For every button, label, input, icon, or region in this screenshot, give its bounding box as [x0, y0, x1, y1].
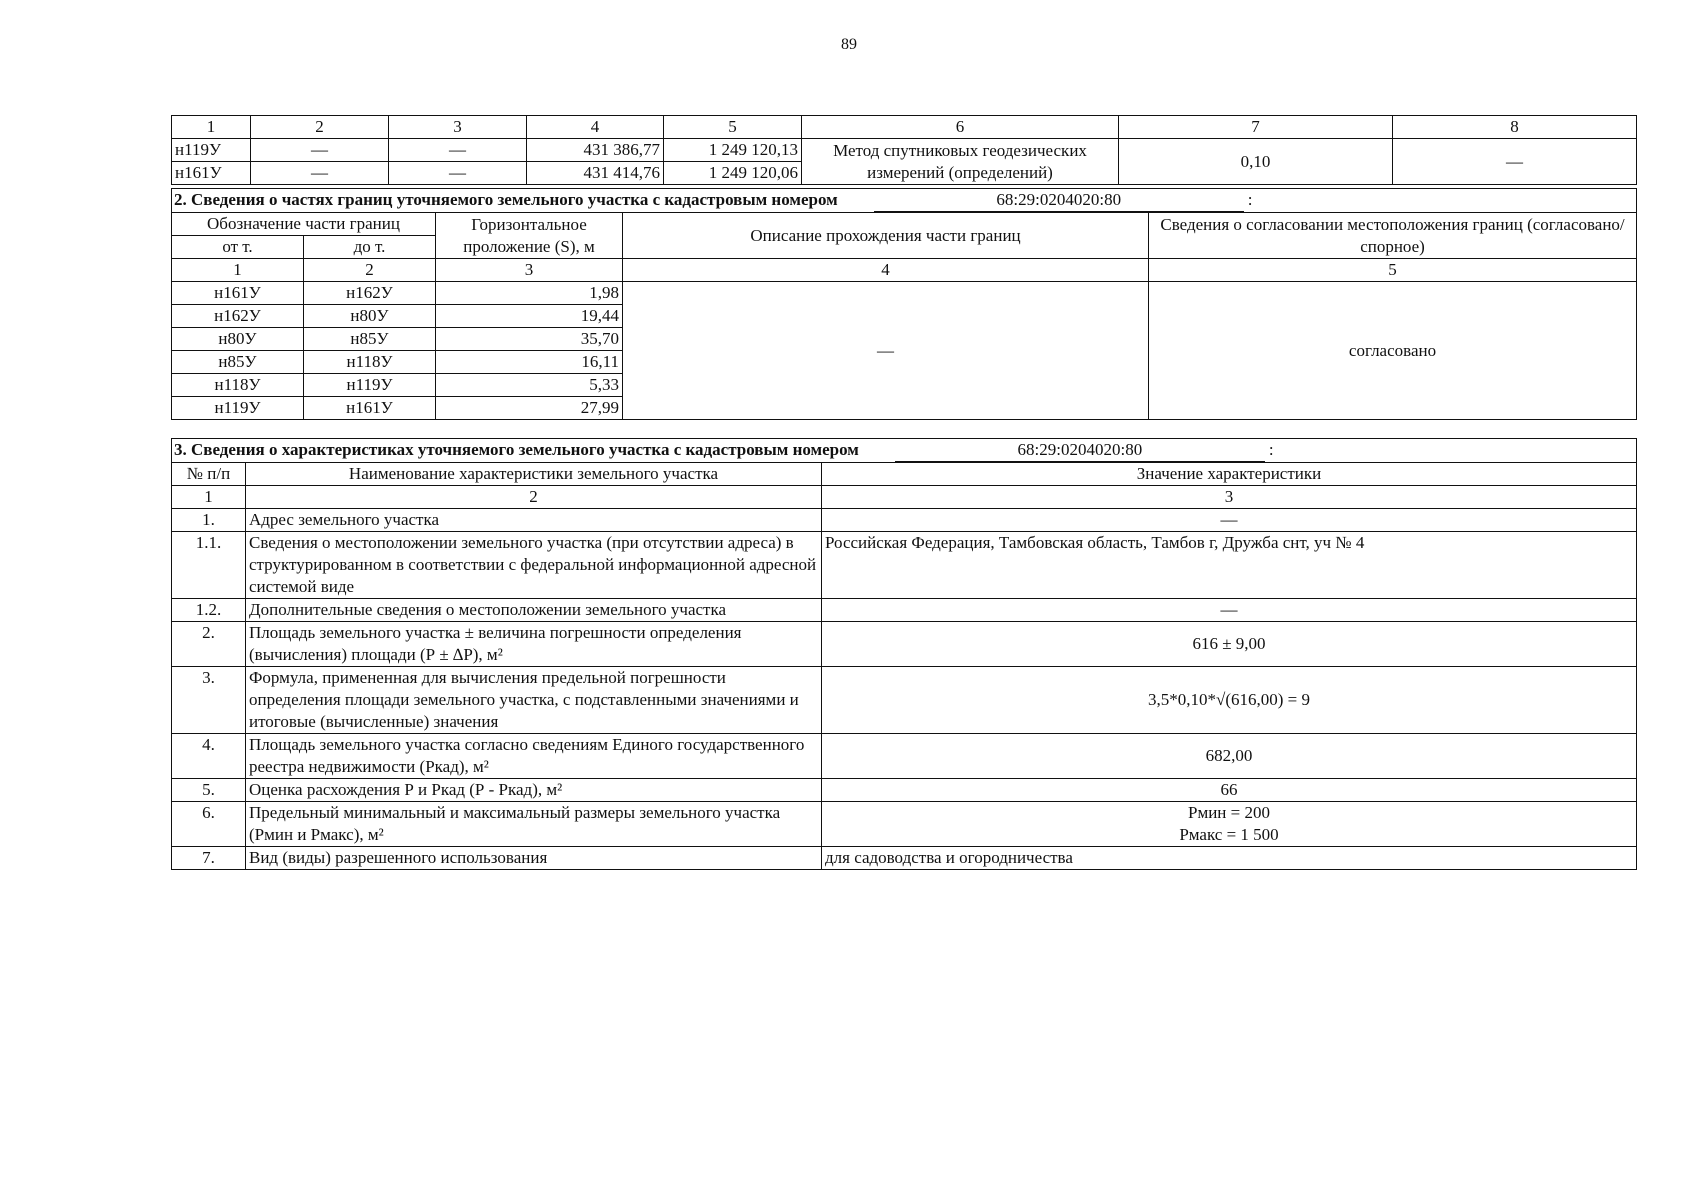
header-cell: 3 [822, 486, 1637, 509]
table-row [172, 599, 1637, 622]
point-from: н119У [172, 397, 304, 420]
row-number: 5. [172, 779, 246, 802]
header-cell: 7 [1119, 116, 1393, 139]
header-cell: Обозначение части границ [172, 213, 436, 236]
header-cell: 4 [623, 259, 1149, 282]
characteristic-value: Российская Федерация, Тамбовская область, Тамбов г, Дружба снт, уч № 4 [822, 532, 1637, 599]
characteristic-value [822, 802, 1637, 847]
column-number-row [172, 259, 1637, 282]
characteristic-value: 66 [822, 779, 1637, 802]
header-cell: Описание прохождения части границ [623, 213, 1149, 259]
point-to: н161У [304, 397, 436, 420]
cadastral-number: 68:29:0204020:80 [874, 189, 1244, 212]
header-cell: 1 [172, 116, 251, 139]
horizontal-distance: 16,11 [436, 351, 623, 374]
characteristic-name: Предельный минимальный и максимальный размеры земельного участка (Рмин и Рмакс), м² [246, 802, 822, 847]
point-to: н162У [304, 282, 436, 305]
section-title-row [172, 439, 1637, 463]
column-number-row [172, 116, 1637, 139]
column-number-row [172, 486, 1637, 509]
section-3-title [172, 439, 1637, 463]
header-cell: 3 [389, 116, 527, 139]
header-row [172, 213, 1637, 236]
row-number: 1.1. [172, 532, 246, 599]
coordinate-x: 431 386,77 [527, 139, 664, 162]
header-cell: до т. [304, 236, 436, 259]
point-name: н161У [172, 162, 251, 185]
header-cell: Значение характеристики [822, 463, 1637, 486]
section-title-text: 3. Сведения о характеристиках уточняемого земельного участка с кадастровым номером [174, 440, 859, 459]
point-to: н85У [304, 328, 436, 351]
characteristic-name: Формула, примененная для вычисления предельной погрешности определения площади земельного участка, с подставленными значениями и итоговые (вычисленные) значения [246, 667, 822, 734]
description-cell: — [623, 282, 1149, 420]
min-size-value: Рмин = 200 [1188, 803, 1270, 822]
method-cell: Метод спутниковых геодезических измерений (определений) [802, 139, 1119, 185]
header-cell: 5 [664, 116, 802, 139]
characteristic-value: — [822, 509, 1637, 532]
table-row [172, 622, 1637, 667]
horizontal-distance: 1,98 [436, 282, 623, 305]
row-number: 2. [172, 622, 246, 667]
table-row [172, 802, 1637, 847]
characteristic-name: Вид (виды) разрешенного использования [246, 847, 822, 870]
header-cell: Горизонтальное проложение (S), м [436, 213, 623, 259]
table-row [172, 667, 1637, 734]
point-name: н119У [172, 139, 251, 162]
horizontal-distance: 27,99 [436, 397, 623, 420]
point-from: н85У [172, 351, 304, 374]
coordinate-x: 431 414,76 [527, 162, 664, 185]
table-row [172, 139, 1637, 162]
header-cell: 8 [1393, 116, 1637, 139]
header-cell: Наименование характеристики земельного участка [246, 463, 822, 486]
section-2-title [172, 189, 1637, 213]
characteristic-value: для садоводства и огородничества [822, 847, 1637, 870]
header-cell: 2 [304, 259, 436, 282]
coordinate-y: 1 249 120,06 [664, 162, 802, 185]
point-from: н161У [172, 282, 304, 305]
header-cell: 5 [1149, 259, 1637, 282]
point-from: н162У [172, 305, 304, 328]
horizontal-distance: 35,70 [436, 328, 623, 351]
table-cell: — [389, 139, 527, 162]
cadastral-colon: : [1247, 190, 1253, 209]
header-cell: 4 [527, 116, 664, 139]
characteristic-name: Оценка расхождения Р и Ркад (Р - Ркад), м² [246, 779, 822, 802]
table-cell: — [251, 162, 389, 185]
accuracy-cell: 0,10 [1119, 139, 1393, 185]
characteristic-name: Сведения о местоположении земельного участка (при отсутствии адреса) в структурированном в соответствии с федеральной информационной адресной системой виде [246, 532, 822, 599]
section-title-text: 2. Сведения о частях границ уточняемого земельного участка с кадастровым номером [174, 190, 838, 209]
agreement-cell: согласовано [1149, 282, 1637, 420]
header-cell: № п/п [172, 463, 246, 486]
row-number: 7. [172, 847, 246, 870]
boundary-parts-table [171, 188, 1637, 420]
row-number: 1.2. [172, 599, 246, 622]
point-to: н119У [304, 374, 436, 397]
header-cell: от т. [172, 236, 304, 259]
header-row [172, 463, 1637, 486]
table-row [172, 532, 1637, 599]
header-cell: 1 [172, 486, 246, 509]
point-from: н118У [172, 374, 304, 397]
characteristic-value: — [822, 599, 1637, 622]
coordinates-table [171, 115, 1637, 185]
characteristic-name: Площадь земельного участка согласно сведениям Единого государственного реестра недвижимости (Ркад), м² [246, 734, 822, 779]
table-row [172, 509, 1637, 532]
table-row [172, 779, 1637, 802]
table-row [172, 734, 1637, 779]
row-number: 3. [172, 667, 246, 734]
table-cell: — [251, 139, 389, 162]
cadastral-colon: : [1268, 440, 1274, 459]
characteristic-value: 682,00 [822, 734, 1637, 779]
row-number: 6. [172, 802, 246, 847]
characteristics-table [171, 438, 1637, 870]
max-size-value: Рмакс = 1 500 [1179, 825, 1279, 844]
table-row [172, 282, 1637, 305]
point-to: н118У [304, 351, 436, 374]
characteristic-value: 3,5*0,10*√(616,00) = 9 [822, 667, 1637, 734]
header-cell: 3 [436, 259, 623, 282]
header-cell: 2 [246, 486, 822, 509]
row-number: 4. [172, 734, 246, 779]
header-cell: 6 [802, 116, 1119, 139]
table-cell: — [1393, 139, 1637, 185]
point-from: н80У [172, 328, 304, 351]
horizontal-distance: 5,33 [436, 374, 623, 397]
section-title-row [172, 189, 1637, 213]
header-cell: Сведения о согласовании местоположения границ (согласовано/спорное) [1149, 213, 1637, 259]
header-cell: 2 [251, 116, 389, 139]
page-number: 89 [841, 36, 857, 53]
table-row [172, 847, 1637, 870]
characteristic-name: Дополнительные сведения о местоположении земельного участка [246, 599, 822, 622]
cadastral-number: 68:29:0204020:80 [895, 439, 1265, 462]
characteristic-name: Адрес земельного участка [246, 509, 822, 532]
characteristic-name: Площадь земельного участка ± величина погрешности определения (вычисления) площади (Р ± ∆Р), м² [246, 622, 822, 667]
table-cell: — [389, 162, 527, 185]
row-number: 1. [172, 509, 246, 532]
point-to: н80У [304, 305, 436, 328]
header-cell: 1 [172, 259, 304, 282]
coordinate-y: 1 249 120,13 [664, 139, 802, 162]
characteristic-value: 616 ± 9,00 [822, 622, 1637, 667]
horizontal-distance: 19,44 [436, 305, 623, 328]
